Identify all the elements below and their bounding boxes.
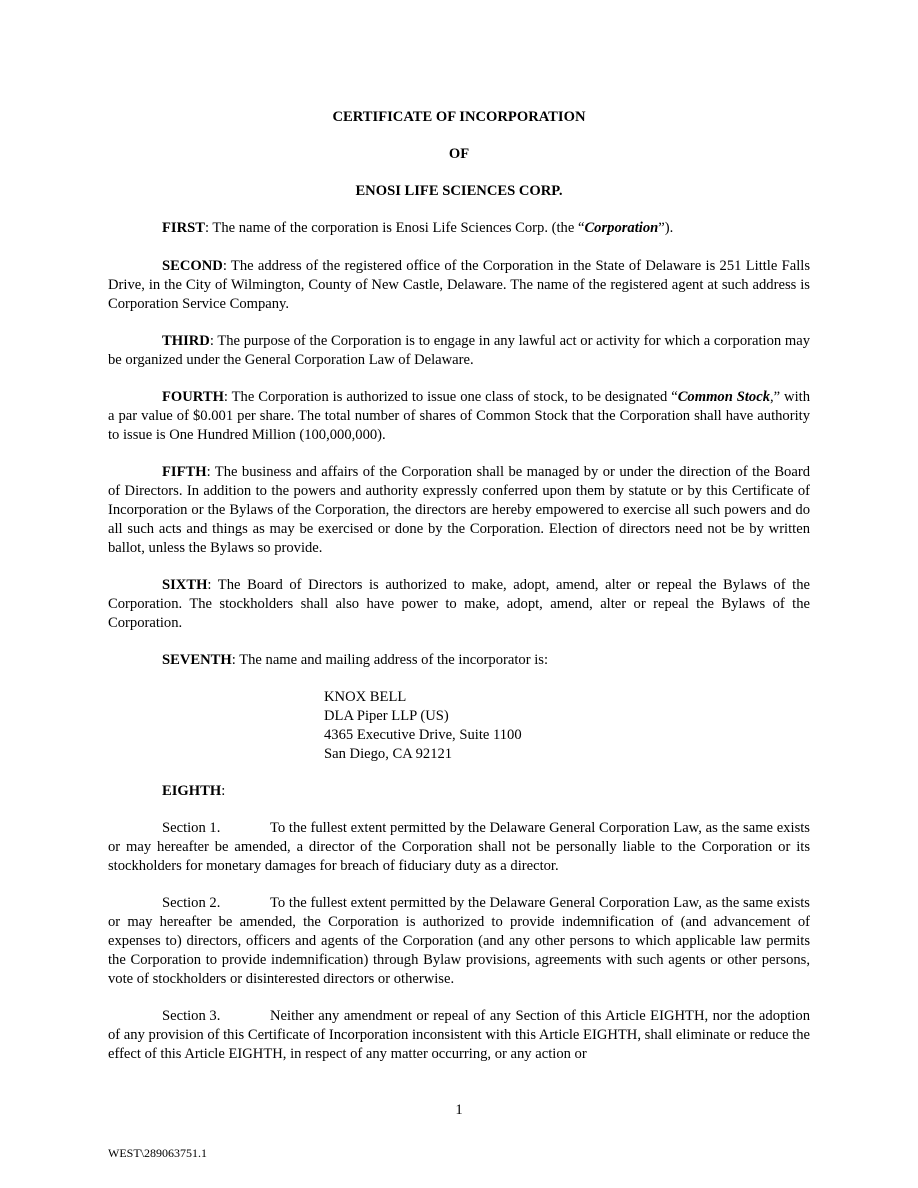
document-title: CERTIFICATE OF INCORPORATION (332, 109, 586, 125)
section-1-text: To the fullest extent permitted by the Delaware General Corporation Law, as the same exists or may hereafter be amended, a director of the Corporation shall not be personally liable to the Corporation or its stockholders for monetary damages for breach of fiduciary duty as a director. (108, 820, 810, 874)
article-third (108, 332, 810, 370)
article-eighth (108, 782, 810, 801)
title-of: OF (448, 146, 470, 162)
defined-term-common-stock: Common Stock (677, 389, 770, 405)
article-fourth-text: : The Corporation is authorized to issue one class of stock, to be designated “ (223, 389, 678, 405)
article-fourth (108, 388, 810, 445)
section-2 (108, 894, 810, 989)
page-number: 1 (455, 1102, 463, 1118)
article-first-label: FIRST (162, 220, 205, 236)
article-eighth-label: EIGHTH (162, 783, 222, 799)
incorporator-address (324, 688, 724, 764)
section-2-label: Section 2. (162, 895, 221, 911)
section-3-text: Neither any amendment or repeal of any Section of this Article EIGHTH, nor the adoption of any provision of this Certificate of Incorporation inconsistent with this Article EIGHTH, shall eliminate or reduce the effect of this Article EIGHTH, in respect of any matter occurring, or any action or (108, 1008, 810, 1062)
article-second-text: : The address of the registered office of the Corporation in the State of Delaware is 251 Little Falls Drive, in the City of Wilmington, County of New Castle, Delaware. The name of the registered agent at such address is Corporation Service Company. (108, 258, 810, 312)
article-fifth-text: : The business and affairs of the Corporation shall be managed by or under the direction of the Board of Directors. In addition to the powers and authority expressly conferred upon them by statute or by this Certificate of Incorporation or the Bylaws of the Corporation, the directors are hereby empowered to exercise all such powers and do all such acts and things as may be exercised or done by the Corporation. Election of directors need not be by written ballot, unless the Bylaws so provide. (108, 464, 810, 556)
article-second-label: SECOND (162, 258, 223, 274)
article-fifth-label: FIFTH (162, 464, 207, 480)
defined-term-corporation: Corporation (584, 220, 659, 236)
section-2-text: To the fullest extent permitted by the Delaware General Corporation Law, as the same exists or may hereafter be amended, the Corporation is authorized to provide indemnification of (and advancement of expenses to) directors, officers and agents of the Corporation (and any other persons to which applicable law permits the Corporation to provide indemnification) through Bylaw provisions, agreements with such agents or other persons, vote of stockholders or disinterested directors or otherwise. (108, 895, 810, 987)
article-first-text-end: ”). (658, 220, 674, 236)
incorporator-firm: DLA Piper LLP (US) (324, 708, 449, 724)
incorporator-name: KNOX BELL (324, 689, 407, 705)
article-second (108, 257, 810, 314)
article-first-text: : The name of the corporation is Enosi Life Sciences Corp. (the “ (204, 220, 585, 236)
article-seventh (108, 651, 810, 670)
document-id: WEST\289063751.1 (108, 1146, 207, 1160)
article-fifth (108, 463, 810, 558)
article-first (108, 219, 810, 238)
corporation-name-heading: ENOSI LIFE SCIENCES CORP. (355, 183, 563, 199)
article-fourth-label: FOURTH (162, 389, 224, 405)
article-fourth-text-end: ,” with a par value of $0.001 per share. The total number of shares of Common Stock that the Corporation shall have authority to issue is One Hundred Million (100,000,000). (108, 389, 810, 443)
section-3 (108, 1007, 810, 1064)
article-sixth (108, 576, 810, 633)
article-seventh-text: : The name and mailing address of the incorporator is: (231, 652, 548, 668)
article-seventh-label: SEVENTH (162, 652, 232, 668)
article-sixth-text: : The Board of Directors is authorized to make, adopt, amend, alter or repeal the Bylaws of the Corporation. The stockholders shall also have power to make, adopt, amend, alter or repeal the Bylaws of the Corporation. (108, 577, 810, 631)
incorporator-street: 4365 Executive Drive, Suite 1100 (324, 727, 522, 743)
article-third-text: : The purpose of the Corporation is to engage in any lawful act or activity for which a corporation may be organized under the General Corporation Law of Delaware. (108, 333, 810, 368)
article-eighth-colon: : (221, 783, 226, 799)
article-sixth-label: SIXTH (162, 577, 208, 593)
section-1 (108, 819, 810, 876)
section-3-label: Section 3. (162, 1008, 221, 1024)
section-1-label: Section 1. (162, 820, 221, 836)
incorporator-city: San Diego, CA 92121 (324, 746, 453, 762)
article-third-label: THIRD (162, 333, 210, 349)
